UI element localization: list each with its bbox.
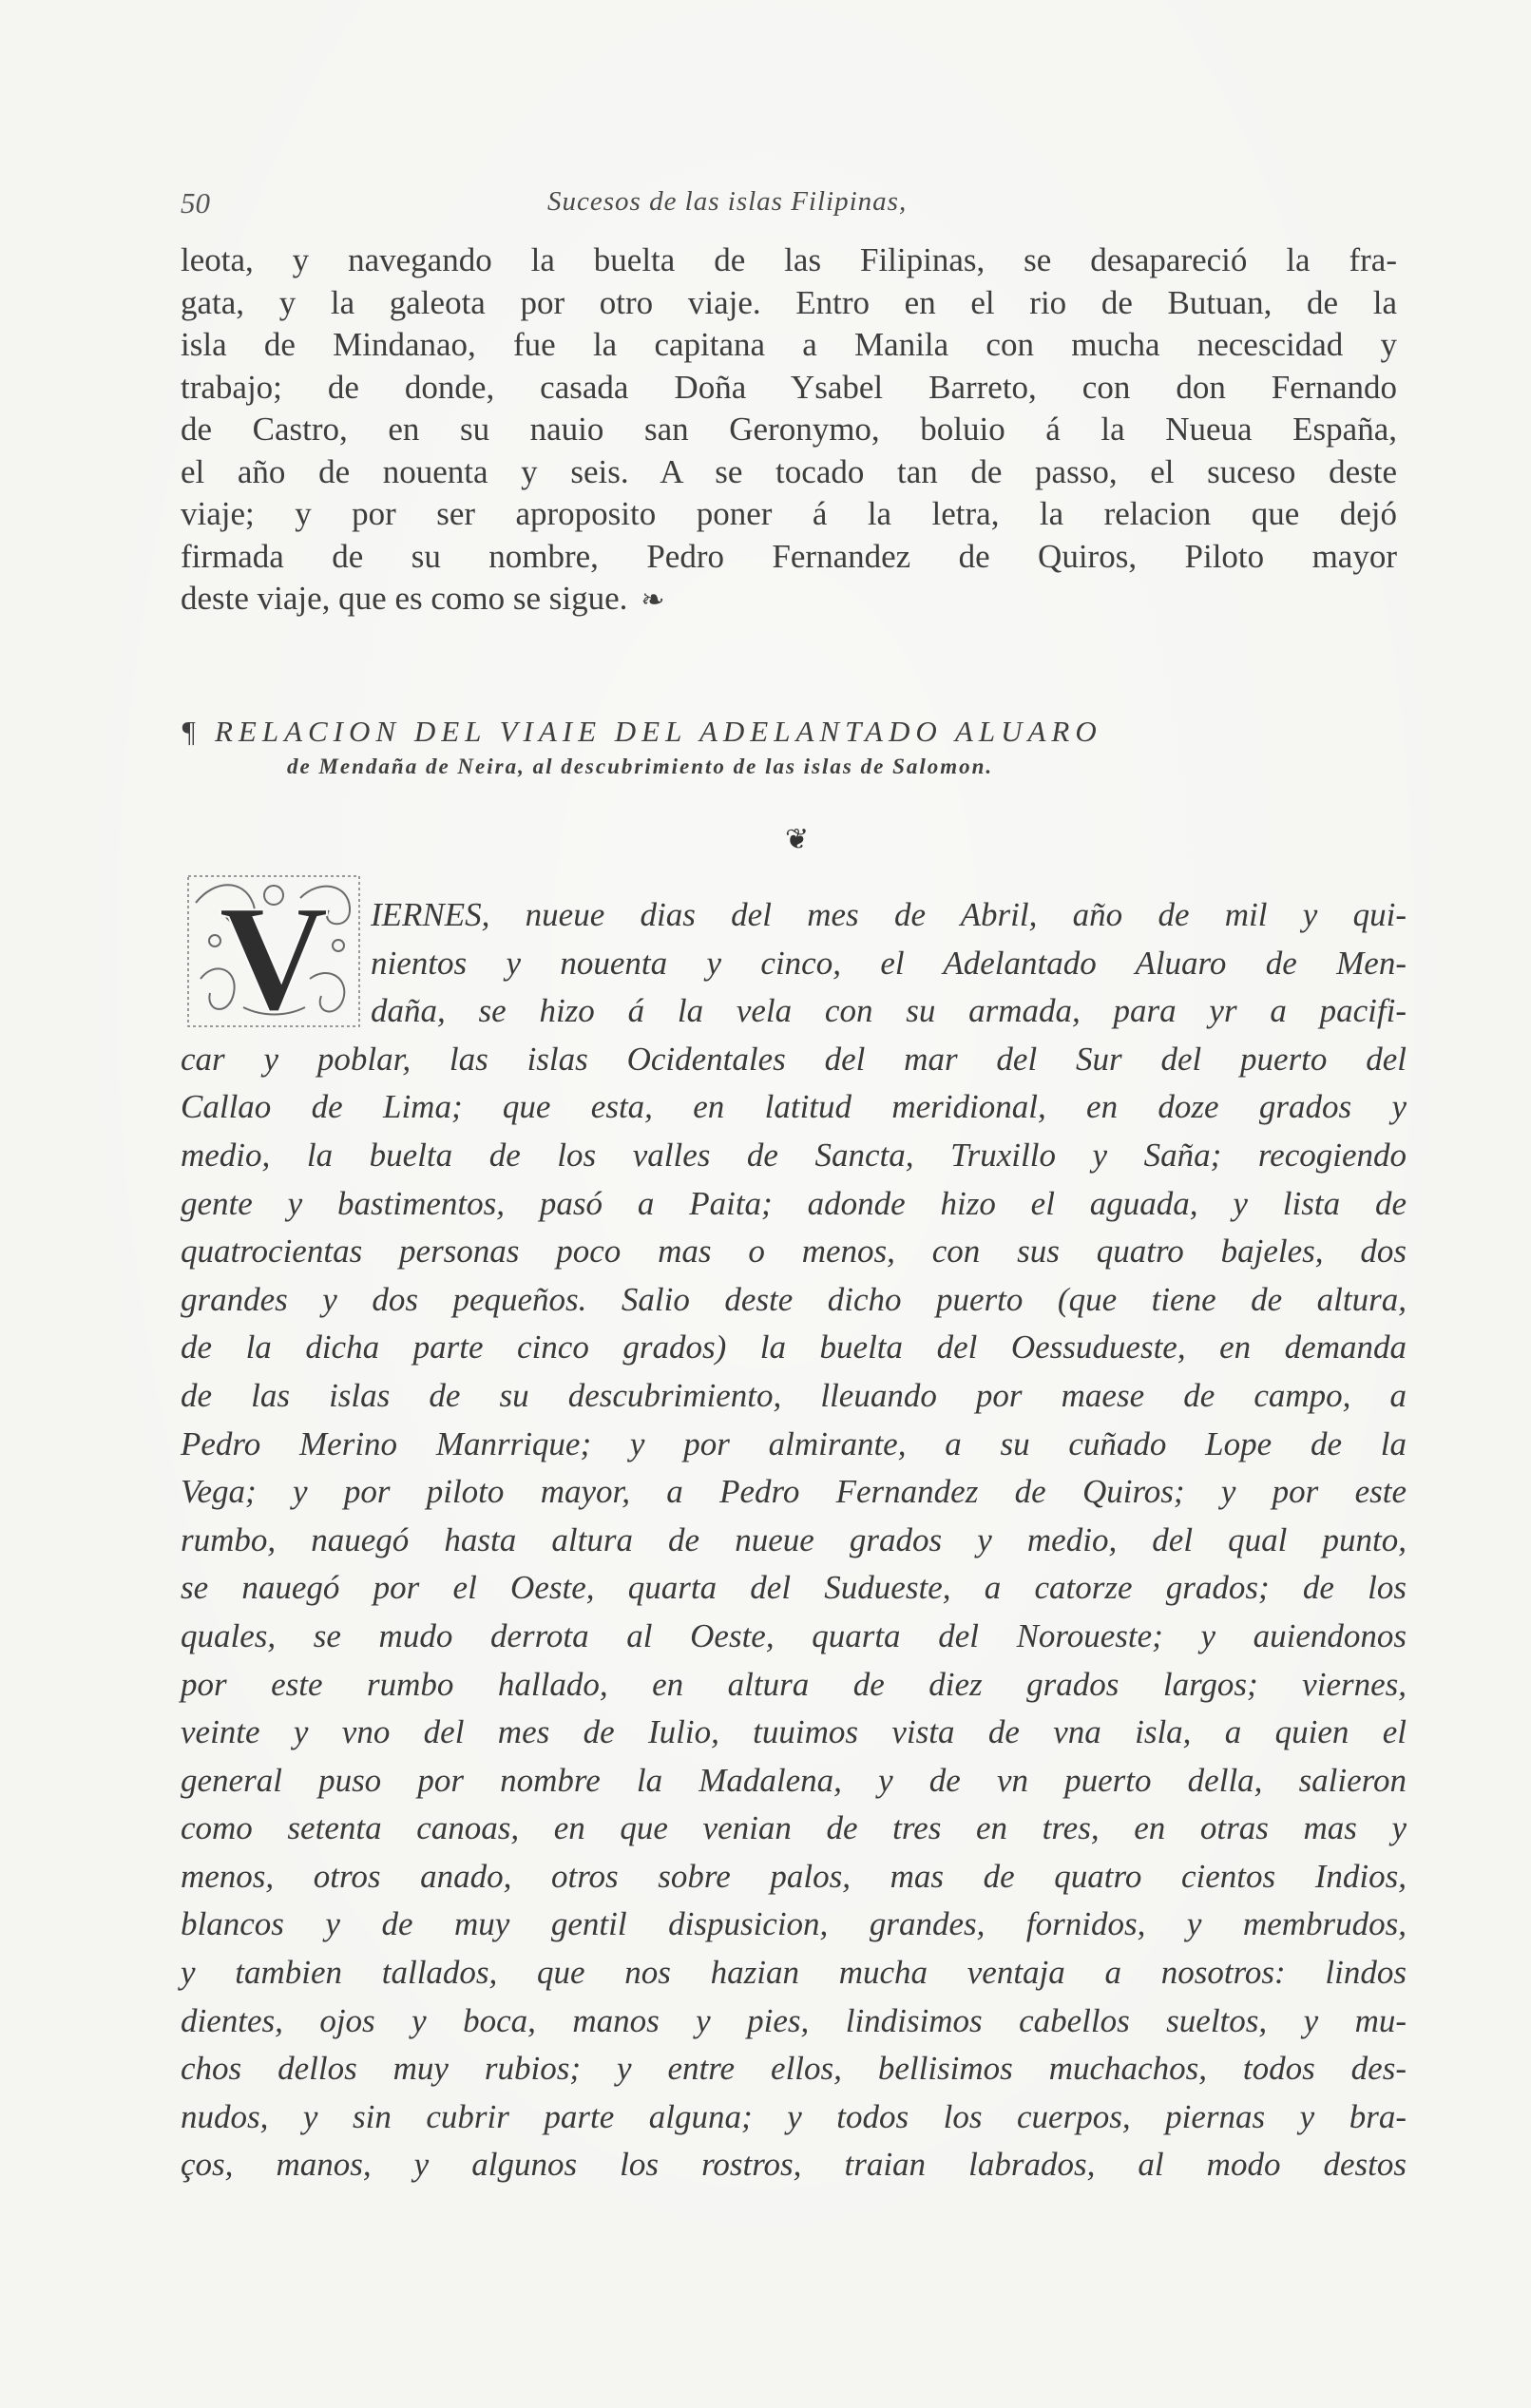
- text-line: daña, se hizo á la vela con su armada, para yr a pacifi-: [371, 992, 1407, 1030]
- relacion-body-text: [181, 891, 1407, 2189]
- text-line: de Castro, en su nauio san Geronymo, boluio á la Nueua España,: [181, 411, 1397, 448]
- text-line: isla de Mindanao, fue la capitana a Manila con mucha necescidad y: [181, 326, 1397, 363]
- text-line: nientos y nouenta y cinco, el Adelantado Aluaro de Men-: [371, 944, 1407, 982]
- text-line: medio, la buelta de los valles de Sancta, Truxillo y Saña; recogiendo: [181, 1136, 1407, 1174]
- text-line: blancos y de muy gentil dispusicion, grandes, fornidos, y membrudos,: [181, 1905, 1407, 1943]
- text-line: dientes, ojos y boca, manos y pies, lindisimos cabellos sueltos, y mu-: [181, 2001, 1407, 2039]
- text-line: grandes y dos pequeños. Salio deste dicho puerto (que tiene de altura,: [181, 1280, 1407, 1318]
- text-line: trabajo; de donde, casada Doña Ysabel Barreto, con don Fernando: [181, 368, 1397, 406]
- intro-paragraph: [181, 239, 1397, 621]
- text-line: de la dicha parte cinco grados) la buelta del Oessudueste, en demanda: [181, 1328, 1407, 1366]
- flower-ornament-icon: ❧: [641, 584, 665, 616]
- text-line: quales, se mudo derrota al Oeste, quarta del Noroueste; y auiendonos: [181, 1616, 1407, 1654]
- text-line: viaje; y por ser aproposito poner á la letra, la relacion que dejó: [181, 495, 1397, 532]
- initial-letter-text: V: [219, 874, 329, 1028]
- running-title: Sucesos de las islas Filipinas,: [547, 186, 908, 217]
- text-line: car y poblar, las islas Ocidentales del mar del Sur del puerto del: [181, 1040, 1407, 1078]
- text-line: quatrocientas personas poco mas o menos, con sus quatro bajeles, dos: [181, 1233, 1407, 1271]
- text-line: rumbo, nauegó hasta altura de nueue grados y medio, del qual punto,: [181, 1520, 1407, 1558]
- text-line: veinte y vno del mes de Iulio, tuuimos vista de vna isla, a quien el: [181, 1713, 1407, 1751]
- text-line: se nauegó por el Oeste, quarta del Sudueste, a catorze grados; de los: [181, 1569, 1407, 1607]
- text-line: gente y bastimentos, pasó a Paita; adonde hizo el aguada, y lista de: [181, 1184, 1407, 1222]
- text-line: por este rumbo hallado, en altura de diez grados largos; viernes,: [181, 1665, 1407, 1703]
- text-line: Callao de Lima; que esta, en latitud meridional, en doze grados y: [181, 1088, 1407, 1126]
- text-line: leota, y navegando la buelta de las Filipinas, se desapareció la fra-: [181, 241, 1397, 278]
- section-heading: [181, 715, 1407, 779]
- text-line: el año de nouenta y seis. A se tocado tan de passo, el suceso deste: [181, 452, 1397, 490]
- text-line: Vega; y por piloto mayor, a Pedro Fernandez de Quiros; y por este: [181, 1473, 1407, 1511]
- section-heading-line-1: ¶ RELACION DEL VIAIE DEL ADELANTADO ALUARO: [181, 715, 1102, 748]
- text-line: general puso por nombre la Madalena, y de vn puerto della, salieron: [181, 1761, 1407, 1799]
- text-line: firmada de su nombre, Pedro Fernandez de Quiros, Piloto mayor: [181, 537, 1397, 575]
- text-line: chos dellos muy rubios; y entre ellos, bellisimos muchachos, todos des-: [181, 2050, 1407, 2088]
- page-number: 50: [181, 186, 210, 220]
- text-line: menos, otros anado, otros sobre palos, mas de quatro cientos Indios,: [181, 1857, 1407, 1895]
- text-line: ços, manos, y algunos los rostros, traian labrados, al modo destos: [181, 2146, 1407, 2184]
- text-line-last: [181, 578, 1397, 621]
- text-line: de las islas de su descubrimiento, lleuando por maese de campo, a: [181, 1376, 1407, 1414]
- leaf-ornament-icon: ❦: [785, 824, 810, 855]
- page-header: [181, 186, 1416, 224]
- text-line: y tambien tallados, que nos hazian mucha ventaja a nosotros: lindos: [181, 1954, 1407, 1992]
- text-line: nudos, y sin cubrir parte alguna; y todos los cuerpos, piernas y bra-: [181, 2097, 1407, 2135]
- section-heading-line-2: de Mendaña de Neira, al descubrimiento de las islas de Salomon.: [287, 755, 994, 778]
- text-line: IERNES, nueue dias del mes de Abril, año de mil y qui-: [371, 896, 1407, 933]
- text-line: como setenta canoas, en que venian de tres en tres, en otras mas y: [181, 1809, 1407, 1847]
- text-line: gata, y la galeota por otro viaje. Entro en el rio de Butuan, de la: [181, 283, 1397, 321]
- text-line: Pedro Merino Manrrique; y por almirante, a su cuñado Lope de la: [181, 1424, 1407, 1462]
- text-line-content: deste viaje, que es como se sigue.: [181, 580, 628, 617]
